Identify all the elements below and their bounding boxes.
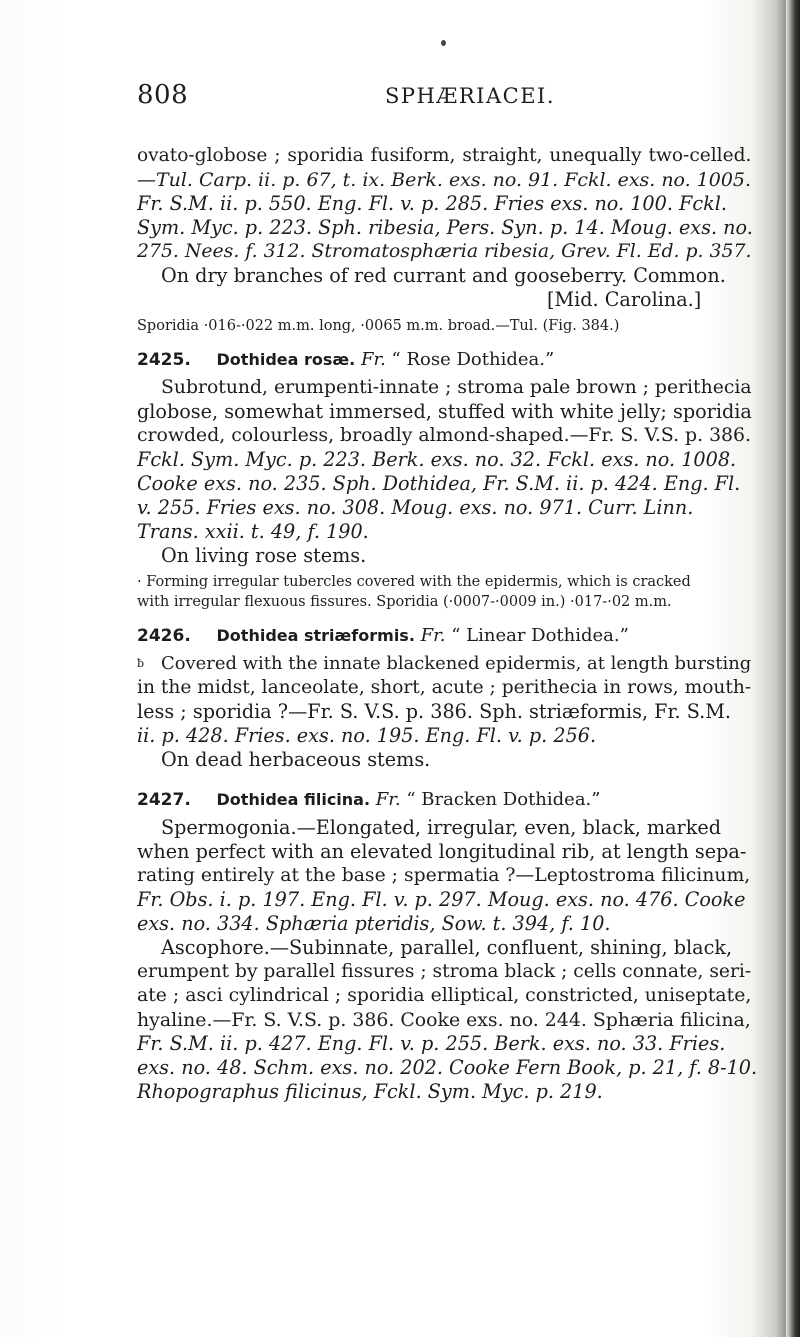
text-line: Trans. xxii. t. 49, f. 190. xyxy=(137,520,369,543)
text-line: rating entirely at the base ; spermatia ?—Leptostroma filicinum, xyxy=(137,865,751,886)
text-line: Ascophore.—Subinnate, parallel, confluent, shining, black, xyxy=(161,936,733,959)
entry-name: Dothidea striæformis. xyxy=(216,626,415,645)
text-line: ovato-globose ; sporidia fusiform, straight, unequally two-celled. xyxy=(137,145,752,166)
entry-common-name: “ Bracken Dothidea.” xyxy=(406,789,601,810)
margin-mark: ƀ xyxy=(137,657,145,670)
text-line: in the midst, lanceolate, short, acute ; perithecia in rows, mouth- xyxy=(137,677,752,698)
text-line: erumpent by parallel fissures ; stroma black ; cells connate, seri- xyxy=(137,961,752,982)
entry-author: Fr. xyxy=(375,789,401,810)
entry-heading xyxy=(137,788,600,812)
habitat-line: On living rose stems. xyxy=(161,544,367,567)
habitat-line: On dry branches of red currant and gooseberry. Common. xyxy=(161,264,726,287)
entry-number: 2427. xyxy=(137,790,191,810)
text-line: v. 255. Fries exs. no. 308. Moug. exs. no. 971. Curr. Linn. xyxy=(137,496,694,519)
entry-number: 2425. xyxy=(137,350,191,370)
text-line: Covered with the innate blackened epidermis, at length bursting xyxy=(161,653,752,674)
text-line: exs. no. 334. Sphæria pteridis, Sow. t. 394, f. 10. xyxy=(137,912,611,935)
entry-author: Fr. xyxy=(360,349,386,370)
text-line: Sym. Myc. p. 223. Sph. ribesia, Pers. Syn. p. 14. Moug. exs. no. xyxy=(137,216,753,239)
text-line: ii. p. 428. Fries. exs. no. 195. Eng. Fl. v. p. 256. xyxy=(137,724,597,747)
page-number: 808 xyxy=(137,80,189,110)
entry-name: Dothidea rosæ. xyxy=(216,350,356,369)
page-edge-shadow xyxy=(786,0,800,1337)
text-line: Cooke exs. no. 235. Sph. Dothidea, Fr. S.M. ii. p. 424. Eng. Fl. xyxy=(137,472,741,495)
text-line: Fr. S.M. ii. p. 550. Eng. Fl. v. p. 285. Fries exs. no. 100. Fckl. xyxy=(137,192,727,215)
entry-common-name: “ Linear Dothidea.” xyxy=(451,625,629,646)
text-line: crowded, colourless, broadly almond-shaped.—Fr. S. V.S. p. 386. xyxy=(137,425,751,446)
entry-author: Fr. xyxy=(420,625,446,646)
text-line: ate ; asci cylindrical ; sporidia elliptical, constricted, uniseptate, xyxy=(137,985,752,1006)
text-line: globose, somewhat immersed, stuffed with white jelly; sporidia xyxy=(137,400,752,423)
text-line: —Tul. Carp. ii. p. 67, t. ix. Berk. exs. no. 91. Fckl. exs. no. 1005. xyxy=(137,169,752,191)
running-head: SPHÆRIACEI. xyxy=(385,84,555,108)
distribution-line: [Mid. Carolina.] xyxy=(547,288,702,311)
entry-heading xyxy=(137,624,629,648)
note-line: · Forming irregular tubercles covered with the epidermis, which is cracked xyxy=(137,574,691,590)
text-line: Fr. S.M. ii. p. 427. Eng. Fl. v. p. 255. Berk. exs. no. 33. Fries. xyxy=(137,1032,726,1055)
entry-name: Dothidea filicina. xyxy=(216,790,371,809)
text-line: Fckl. Sym. Myc. p. 223. Berk. exs. no. 32. Fckl. exs. no. 1008. xyxy=(137,448,737,471)
text-line: when perfect with an elevated longitudinal rib, at length sepa- xyxy=(137,840,747,863)
text-line: Spermogonia.—Elongated, irregular, even, black, marked xyxy=(161,816,721,839)
text-line: hyaline.—Fr. S. V.S. p. 386. Cooke exs. no. 244. Sphæria filicina, xyxy=(137,1009,751,1031)
entry-number: 2426. xyxy=(137,626,191,646)
text-line: exs. no. 48. Schm. exs. no. 202. Cooke Fern Book, p. 21, f. 8-10. xyxy=(137,1056,758,1079)
entry-common-name: “ Rose Dothidea.” xyxy=(391,349,555,370)
text-line: Fr. Obs. i. p. 197. Eng. Fl. v. p. 297. Moug. exs. no. 476. Cooke xyxy=(137,888,746,911)
print-speck xyxy=(441,40,446,46)
note-line: with irregular flexuous fissures. Sporidia (·0007-·0009 in.) ·017-·02 m.m. xyxy=(137,594,672,610)
note-line: Sporidia ·016-·022 m.m. long, ·0065 m.m. broad.—Tul. (Fig. 384.) xyxy=(137,318,620,334)
text-line: 275. Nees. f. 312. Stromatosphæria ribesia, Grev. Fl. Ed. p. 357. xyxy=(137,241,752,262)
text-line: Subrotund, erumpenti-innate ; stroma pale brown ; perithecia xyxy=(161,377,752,398)
text-line: less ; sporidia ?—Fr. S. V.S. p. 386. Sph. striæformis, Fr. S.M. xyxy=(137,700,732,723)
text-line: Rhopographus filicinus, Fckl. Sym. Myc. p. 219. xyxy=(137,1080,603,1103)
habitat-line: On dead herbaceous stems. xyxy=(161,748,431,771)
entry-heading xyxy=(137,348,554,372)
